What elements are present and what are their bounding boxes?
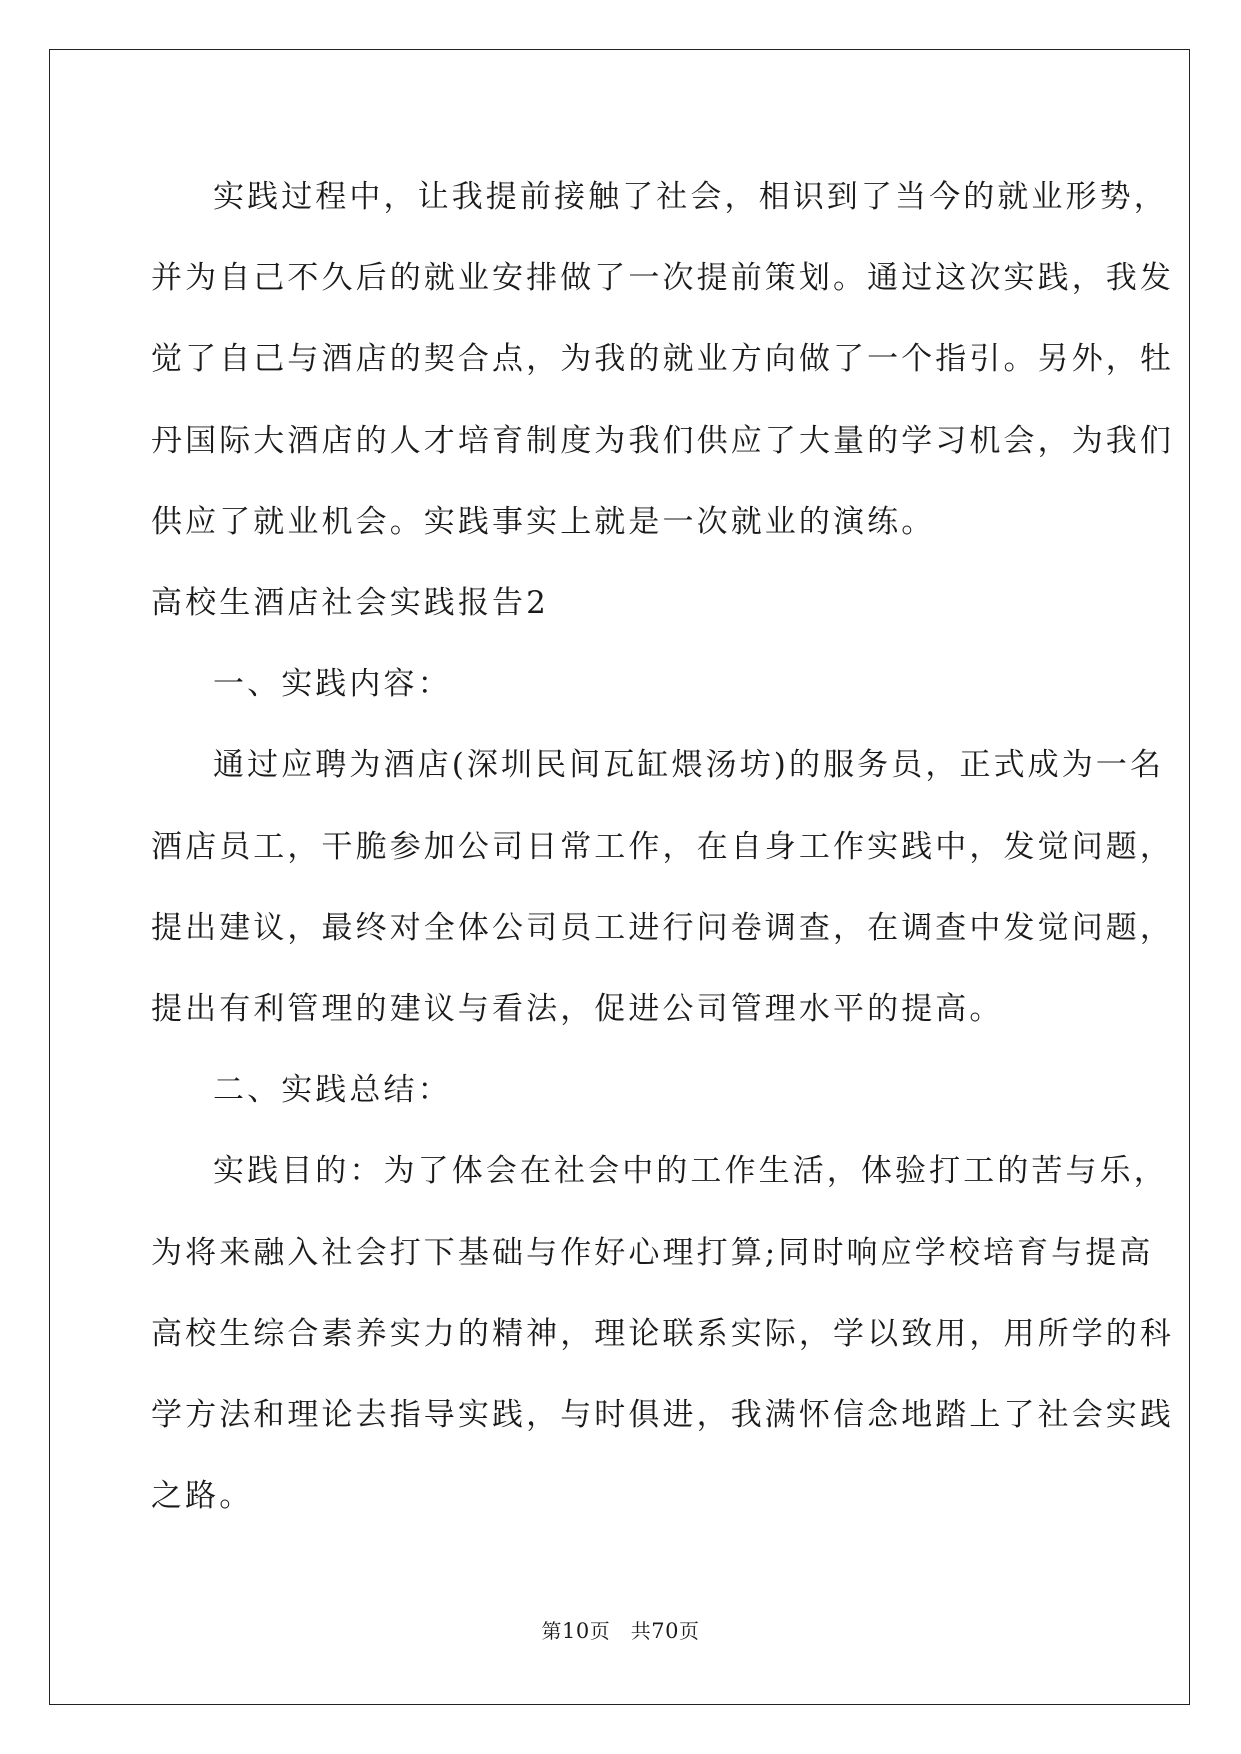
text-line: 通过应聘为酒店(深圳民间瓦缸煨汤坊)的服务员，正式成为一名: [213, 747, 1165, 784]
total-pages-number: 70: [651, 1619, 679, 1643]
paragraph-practice-purpose: [151, 1131, 1174, 1537]
text-line: 酒店员工，干脆参加公司日常工作，在自身工作实践中，发觉问题，: [151, 828, 1174, 865]
text-line: 实践过程中，让我提前接触了社会，相识到了当今的就业形势，: [213, 179, 1168, 215]
text-line: 高校生综合素养实力的精神，理论联系实际，学以致用，用所学的科: [151, 1315, 1174, 1352]
section-heading-text: 一、实践内容：: [213, 666, 452, 703]
text-line: 提出有利管理的建议与看法，促进公司管理水平的提高。: [151, 991, 1004, 1028]
text-line: 并为自己不久后的就业安排做了一次提前策划。通过这次实践，我发: [151, 260, 1174, 297]
paragraph-practice-reflection: [151, 157, 1174, 563]
section-heading-content: [151, 644, 1091, 725]
footer-suffix: 页: [678, 1619, 700, 1643]
text-line: 提出建议，最终对全体公司员工进行问卷调查，在调查中发觉问题，: [151, 909, 1174, 946]
paragraph-practice-content: [151, 725, 1174, 1050]
section-heading-summary: [151, 1050, 1091, 1131]
text-line: 丹国际大酒店的人才培育制度为我们供应了大量的学习机会，为我们: [151, 422, 1174, 459]
text-line: 学方法和理论去指导实践，与时俱进，我满怀信念地踏上了社会实践: [151, 1397, 1174, 1434]
text-line: 觉了自己与酒店的契合点，为我的就业方向做了一个指引。另外，牡: [151, 341, 1174, 378]
text-line: 为将来融入社会打下基础与作好心理打算;同时响应学校培育与提高: [151, 1234, 1154, 1271]
report-heading: [151, 563, 1091, 644]
footer-middle: 页 共: [589, 1619, 652, 1643]
section-heading-text: 二、实践总结：: [213, 1072, 452, 1109]
footer-prefix: 第: [541, 1619, 563, 1643]
text-line: 实践目的：为了体会在社会中的工作生活，体验打工的苦与乐，: [213, 1153, 1168, 1190]
text-line: 之路。: [151, 1478, 254, 1515]
page-footer: [0, 1615, 1241, 1644]
current-page-number: 10: [562, 1619, 590, 1643]
heading-text: 高校生酒店社会实践报告2: [151, 585, 549, 622]
document-body: [151, 157, 1174, 1537]
text-line: 供应了就业机会。实践事实上就是一次就业的演练。: [151, 503, 936, 540]
